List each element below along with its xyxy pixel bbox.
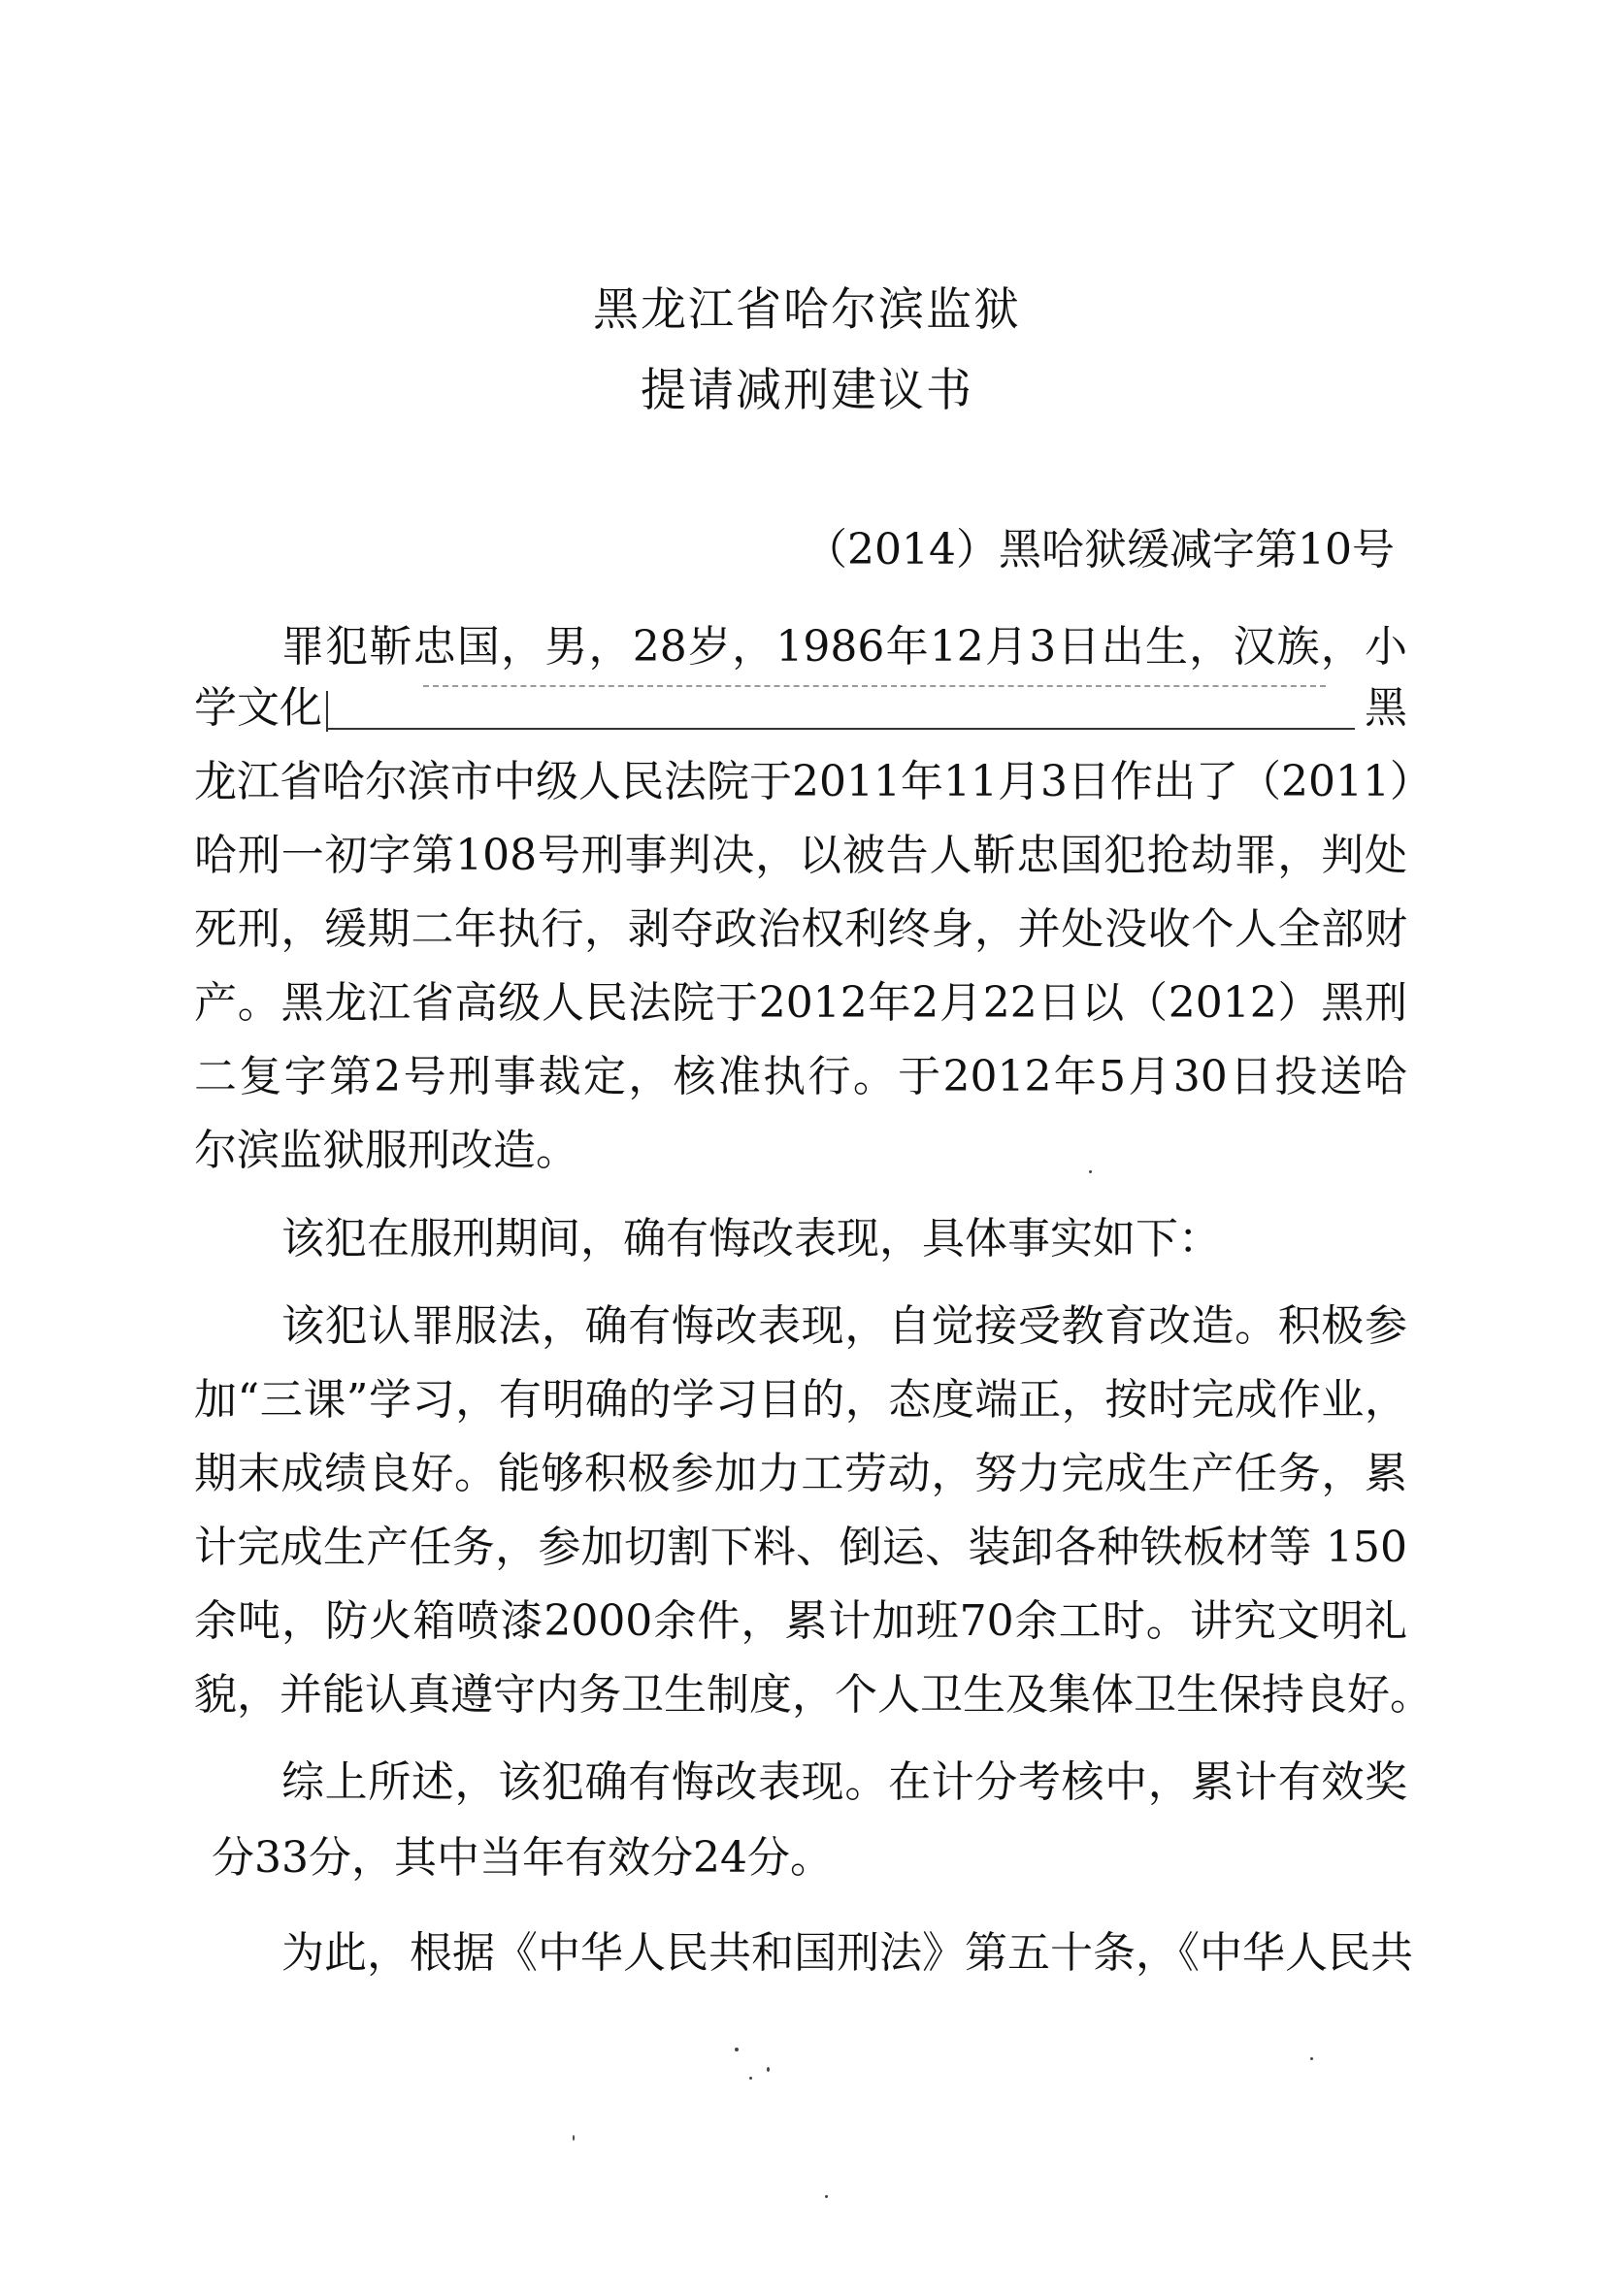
scan-speck [573,2135,575,2141]
scan-speck [767,2067,770,2072]
body-line: 为此，根据《中华人民共和国刑法》第五十条，《中华人民共 [281,1928,1413,1978]
scan-speck [825,2195,828,2198]
redaction-mark [326,679,1355,738]
body-line: 死刑，缓期二年执行，剥夺政治权利终身，并处没收个人全部财 [194,904,1407,954]
body-line: 该犯认罪服法，确有悔改表现，自觉接受教育改造。积极参 [281,1301,1407,1351]
body-line: 计完成生产任务，参加切割下料、倒运、装卸各种铁板材等 150 [194,1523,1407,1572]
scan-speck [735,2048,739,2051]
body-line: 龙江省哈尔滨市中级人民法院于2011年11月3日作出了（2011） [194,757,1433,806]
body-line: 综上所述，该犯确有悔改表现。在计分考核中，累计有效奖 [281,1757,1407,1807]
body-line: 加“三课”学习，有明确的学习目的，态度端正，按时完成作业， [194,1375,1407,1425]
body-line: 分33分，其中当年有效分24分。 [212,1833,833,1883]
body-line: 该犯在服刑期间，确有悔改表现，具体事实如下： [281,1214,1221,1263]
body-line: 二复字第2号刑事裁定，核准执行。于2012年5月30日投送哈 [194,1052,1407,1101]
body-line: 尔滨监狱服刑改造。 [194,1126,578,1175]
body-line: 罪犯靳忠国，男，28岁，1986年12月3日出生，汉族，小 [281,622,1407,672]
document-title: 黑龙江省哈尔滨监狱 [593,283,1021,337]
document-subtitle: 提请减刑建议书 [641,364,973,417]
body-line: 黑 [1365,683,1407,733]
body-line: 产。黑龙江省高级人民法院于2012年2月22日以（2012）黑刑 [194,978,1407,1028]
scan-speck [1089,1170,1092,1173]
body-line: 学文化 [194,683,322,733]
body-line: 哈刑一初字第108号刑事判决，以被告人靳忠国犯抢劫罪，判处 [194,831,1407,880]
body-line: 余吨，防火箱喷漆2000余件，累计加班70余工时。讲究文明礼 [194,1596,1407,1646]
body-line: 貌，并能认真遵守内务卫生制度，个人卫生及集体卫生保持良好。 [194,1670,1433,1720]
body-line: 期末成绩良好。能够积极参加力工劳动，努力完成生产任务，累 [194,1449,1407,1498]
scan-speck [1310,2057,1313,2060]
scan-speck [749,2077,752,2080]
document-number: （2014）黑哈狱缓减字第10号 [805,525,1395,574]
